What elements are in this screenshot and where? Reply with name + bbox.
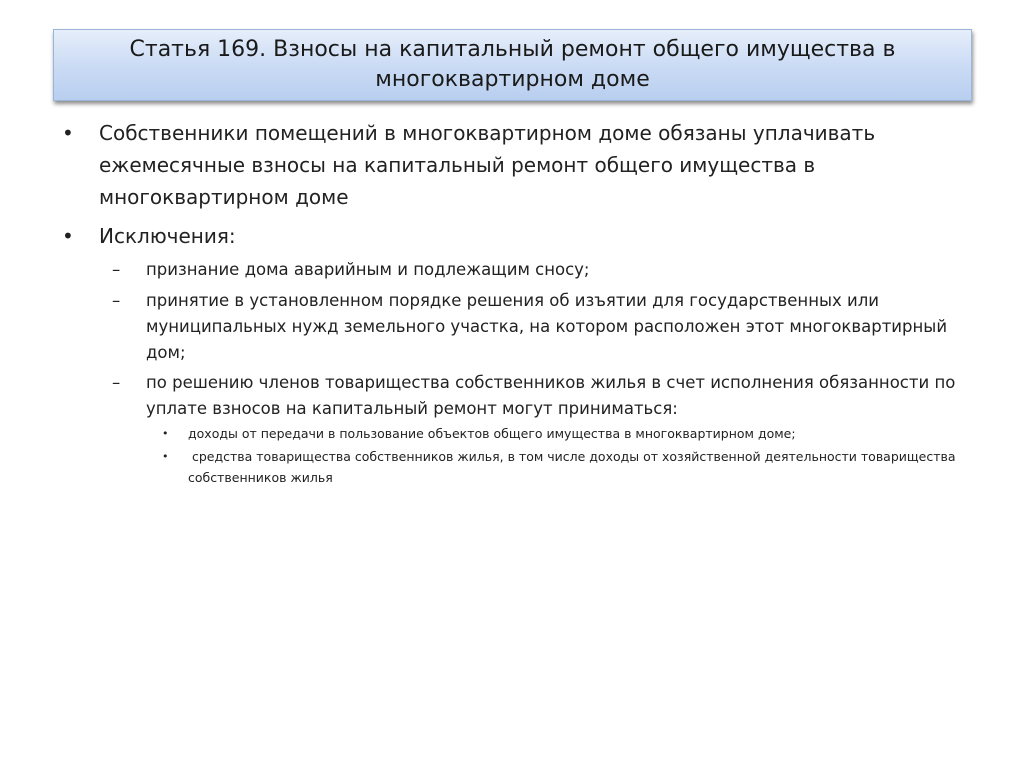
- sub-sub-bullet-marker: •: [162, 450, 169, 463]
- sub-bullet-text: принятие в установленном порядке решения об изъятии для государственных или муниципальных нужд земельного участка, на котором расположен этот многоквартирный дом;: [146, 291, 948, 362]
- slide-title: Статья 169. Взносы на капитальный ремонт общего имущества в многоквартирном доме: [129, 37, 896, 92]
- bullet-marker: •: [62, 121, 74, 145]
- sub-bullet-marker: –: [112, 291, 121, 310]
- sub-bullet-marker: –: [112, 373, 121, 392]
- sub-sub-bullet-marker: •: [162, 427, 169, 440]
- sub-bullet-marker: –: [112, 260, 121, 279]
- bullet-marker: •: [62, 224, 74, 248]
- sub-bullet-text: признание дома аварийным и подлежащим сносу;: [146, 260, 590, 279]
- bullet-text: Собственники помещений в многоквартирном доме обязаны уплачивать ежемесячные взносы на капитальный ремонт общего имущества в многоквартирном доме: [99, 121, 876, 209]
- sub-sub-bullet-text: средства товарищества собственников жилья, в том числе доходы от хозяйственной деятельности товарищества собственников жилья: [188, 449, 960, 485]
- sub-bullet-text: по решению членов товарищества собственников жилья в счет исполнения обязанности по уплате взносов на капитальный ремонт могут приниматься:: [146, 373, 956, 418]
- sub-sub-bullet-text: доходы от передачи в пользование объектов общего имущества в многоквартирном доме;: [188, 426, 796, 441]
- bullet-text: Исключения:: [99, 224, 236, 248]
